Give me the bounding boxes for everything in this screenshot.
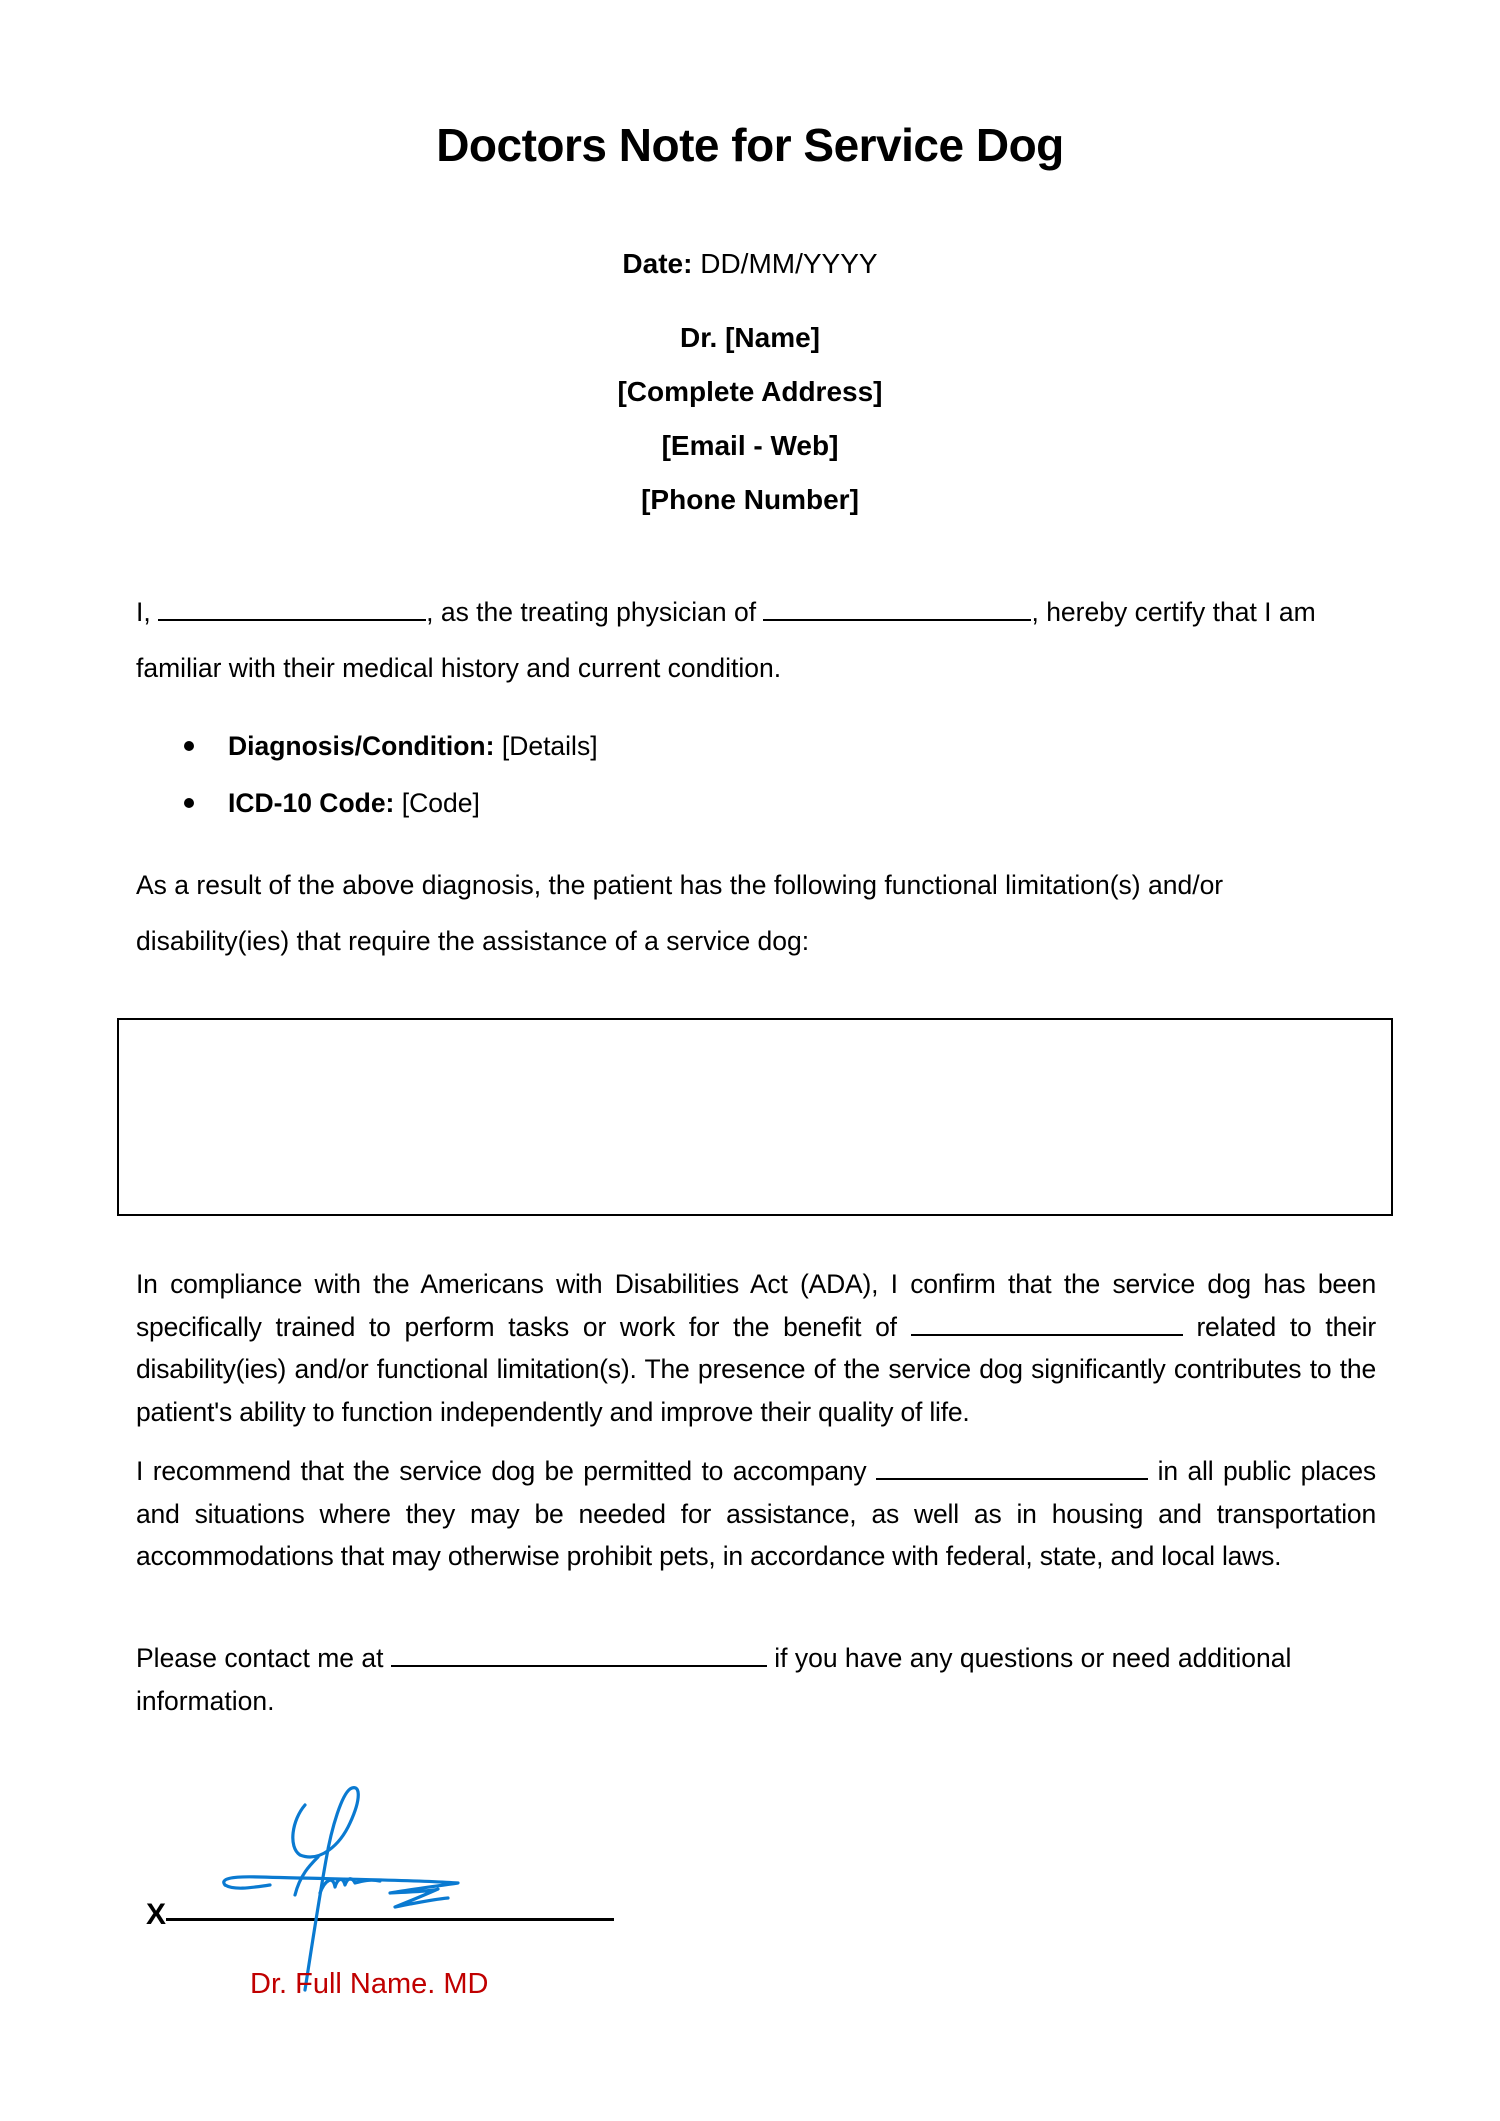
signatory-name: Dr. Full Name. MD xyxy=(250,1968,489,2000)
date-value[interactable]: DD/MM/YYYY xyxy=(700,248,878,279)
signature-mark: X xyxy=(146,1898,167,1931)
patient-name-blank[interactable] xyxy=(763,597,1031,621)
text: Please contact me at xyxy=(136,1643,384,1673)
contact-paragraph xyxy=(136,1637,1376,1722)
ada-compliance-paragraph xyxy=(136,1263,1376,1433)
doctor-email-web: [Email - Web] xyxy=(661,430,839,461)
doctor-phone: [Phone Number] xyxy=(641,484,859,515)
text: if you have any questions or need additional information. xyxy=(136,1643,1292,1716)
diagnosis-list xyxy=(184,722,598,836)
text: , as the treating physician of xyxy=(426,597,757,627)
limitations-intro: As a result of the above diagnosis, the patient has the following functional limitation(s) and/or disability(ies) that require the assistance of a service dog: xyxy=(136,870,1224,956)
recommendation-paragraph xyxy=(136,1450,1376,1578)
text: in all public places and situations where they may be needed for assistance, as well as in housing and transportation accommodations that may otherwise prohibit pets, in accordance with federal, state, and local laws. xyxy=(136,1456,1376,1571)
doctor-address: [Complete Address] xyxy=(617,376,883,407)
certification-paragraph xyxy=(136,584,1376,696)
bullet-icon xyxy=(184,741,194,751)
text: , hereby certify that I am familiar with their medical history and current condition. xyxy=(136,597,1316,683)
date-label: Date: xyxy=(622,248,693,279)
text: I recommend that the service dog be permitted to accompany xyxy=(136,1456,867,1486)
icd-code-label: ICD-10 Code: xyxy=(228,788,395,818)
bullet-icon xyxy=(184,798,194,808)
text: I, xyxy=(136,597,151,627)
list-item xyxy=(184,779,598,836)
text: In compliance with the Americans with Disabilities Act (ADA), I confirm that the service dog has been specifically trained to perform tasks or work for the benefit of xyxy=(136,1269,1376,1342)
icd-code-value[interactable]: [Code] xyxy=(401,788,480,818)
physician-name-blank[interactable] xyxy=(158,597,426,621)
list-item xyxy=(184,722,598,779)
patient-benefit-blank[interactable] xyxy=(911,1312,1183,1336)
contact-blank[interactable] xyxy=(391,1643,767,1667)
document-title: Doctors Note for Service Dog xyxy=(436,119,1064,171)
diagnosis-value[interactable]: [Details] xyxy=(501,731,598,761)
date-line xyxy=(0,248,1500,280)
limitations-box[interactable] xyxy=(117,1018,1393,1216)
signature-icon xyxy=(200,1775,500,1995)
patient-accompany-blank[interactable] xyxy=(876,1456,1148,1480)
diagnosis-label: Diagnosis/Condition: xyxy=(228,731,495,761)
doctor-name: Dr. [Name] xyxy=(679,322,821,353)
text: related to their disability(ies) and/or functional limitation(s). The presence of the service dog significantly contributes to the patient's ability to function independently and improve their quality of life. xyxy=(136,1311,1376,1427)
